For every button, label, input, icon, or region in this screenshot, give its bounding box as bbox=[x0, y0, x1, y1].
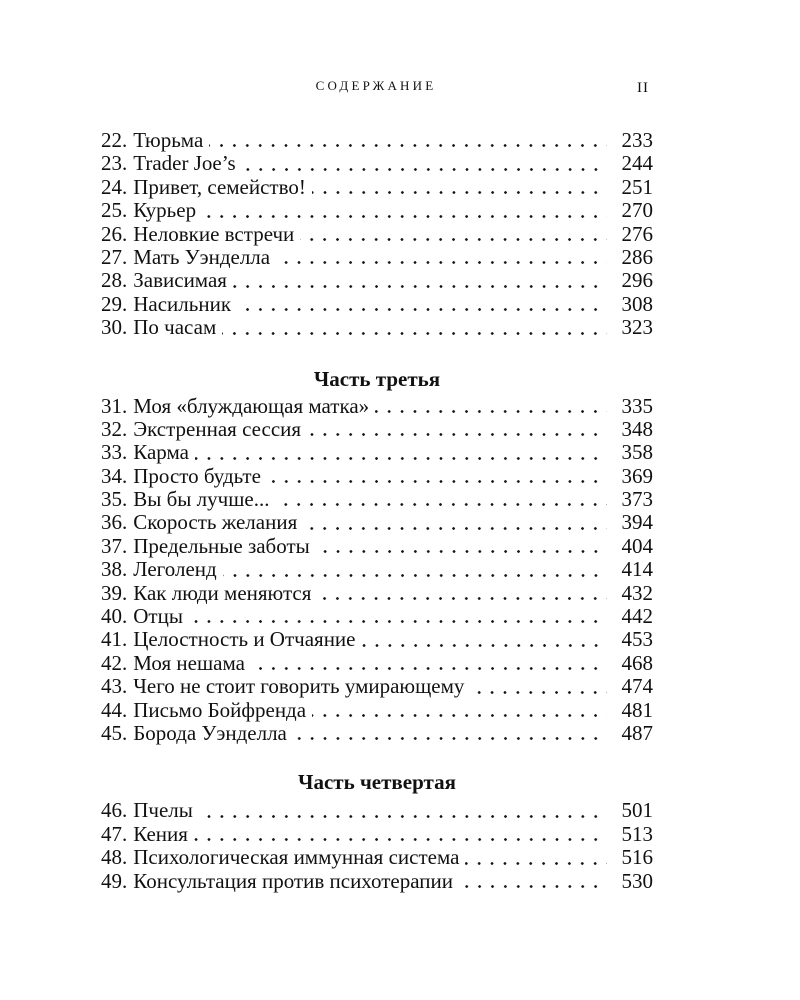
toc-entry[interactable] bbox=[101, 846, 653, 869]
dot-leader bbox=[316, 535, 607, 558]
toc-entry-title: Консультация против психотерапии bbox=[133, 868, 453, 893]
toc-entry[interactable] bbox=[101, 488, 653, 511]
toc-entry-page: 453 bbox=[621, 627, 653, 652]
dot-leader bbox=[470, 675, 607, 698]
toc-entry-title: Насильник bbox=[133, 291, 232, 316]
toc-entry-title: Просто будьте bbox=[133, 463, 261, 488]
toc-entry-number: 44. bbox=[101, 697, 128, 722]
dot-leader bbox=[189, 605, 607, 628]
toc-entry[interactable] bbox=[101, 699, 653, 722]
toc-entry-number: 38. bbox=[101, 557, 128, 582]
dot-leader bbox=[222, 316, 607, 339]
dot-leader bbox=[233, 269, 607, 292]
toc-entry-number: 33. bbox=[101, 440, 128, 465]
part-four-heading: Часть четвертая bbox=[298, 770, 456, 795]
toc-entry-title: Скорость желания bbox=[133, 510, 298, 535]
toc-entry[interactable] bbox=[101, 799, 653, 822]
toc-entry-title: Моя «блуждающая матка» bbox=[133, 393, 370, 418]
toc-entry-number: 49. bbox=[101, 868, 128, 893]
dot-leader bbox=[194, 823, 607, 846]
toc-entry-title: Неловкие встречи bbox=[133, 221, 295, 246]
toc-section-continued bbox=[101, 129, 653, 340]
toc-entry-number: 46. bbox=[101, 798, 128, 823]
running-head bbox=[0, 78, 800, 98]
toc-entry-page: 335 bbox=[621, 393, 653, 418]
toc-entry[interactable] bbox=[101, 395, 653, 418]
toc-entry-title: Карма bbox=[133, 440, 189, 465]
toc-entry[interactable] bbox=[101, 129, 653, 152]
toc-entry-title: Trader Joe’s bbox=[133, 151, 236, 176]
dot-leader bbox=[312, 176, 607, 199]
toc-entry-number: 31. bbox=[101, 393, 128, 418]
dot-leader bbox=[275, 488, 607, 511]
toc-entry-title: Курьер bbox=[133, 198, 197, 223]
toc-entry-title: Зависимая bbox=[133, 268, 227, 293]
toc-entry-page: 487 bbox=[621, 720, 653, 745]
toc-part-four bbox=[101, 799, 653, 893]
toc-entry-page: 468 bbox=[621, 650, 653, 675]
toc-entry[interactable] bbox=[101, 722, 653, 745]
toc-entry-title: Мать Уэнделла bbox=[133, 244, 271, 269]
toc-entry-number: 30. bbox=[101, 315, 128, 340]
toc-entry-title: Вы бы лучше... bbox=[133, 487, 270, 512]
dot-leader bbox=[199, 799, 607, 822]
toc-entry-title: Экстренная сессия bbox=[133, 416, 302, 441]
toc-entry[interactable] bbox=[101, 823, 653, 846]
toc-entry-title: Предельные заботы bbox=[133, 533, 310, 558]
toc-entry-number: 39. bbox=[101, 580, 128, 605]
toc-entry-number: 43. bbox=[101, 674, 128, 699]
toc-entry-title: Привет, семейство! bbox=[133, 174, 306, 199]
toc-entry-title: По часам bbox=[133, 315, 217, 340]
toc-entry-page: 516 bbox=[621, 845, 653, 870]
toc-entry-title: Отцы bbox=[133, 604, 183, 629]
toc-entry[interactable] bbox=[101, 418, 653, 441]
toc-entry-title: Кения bbox=[133, 821, 188, 846]
toc-entry-number: 29. bbox=[101, 291, 128, 316]
dot-leader bbox=[267, 465, 607, 488]
toc-entry[interactable] bbox=[101, 316, 653, 339]
toc-entry-page: 530 bbox=[621, 868, 653, 893]
toc-entry-title: Тюрьма bbox=[133, 128, 204, 152]
toc-entry-number: 36. bbox=[101, 510, 128, 535]
toc-entry-page: 394 bbox=[621, 510, 653, 535]
dot-leader bbox=[202, 199, 607, 222]
toc-entry-page: 442 bbox=[621, 604, 653, 629]
toc-entry-page: 233 bbox=[621, 128, 653, 152]
toc-entry-page: 358 bbox=[621, 440, 653, 465]
toc-entry-number: 42. bbox=[101, 650, 128, 675]
toc-entry[interactable] bbox=[101, 605, 653, 628]
dot-leader bbox=[237, 293, 607, 316]
toc-entry-page: 323 bbox=[621, 315, 653, 340]
toc-entry-page: 296 bbox=[621, 268, 653, 293]
toc-entry-page: 373 bbox=[621, 487, 653, 512]
dot-leader bbox=[209, 129, 607, 152]
running-title: СОДЕРЖАНИЕ bbox=[315, 78, 437, 93]
toc-entry-page: 251 bbox=[621, 174, 653, 199]
toc-entry-page: 414 bbox=[621, 557, 653, 582]
toc-entry[interactable] bbox=[101, 176, 653, 199]
toc-entry-number: 35. bbox=[101, 487, 128, 512]
toc-entry-page: 404 bbox=[621, 533, 653, 558]
toc-entry-number: 27. bbox=[101, 244, 128, 269]
dot-leader bbox=[293, 722, 607, 745]
toc-entry-number: 22. bbox=[101, 128, 128, 152]
dot-leader bbox=[312, 699, 607, 722]
toc-entry-number: 41. bbox=[101, 627, 128, 652]
toc-entry-page: 276 bbox=[621, 221, 653, 246]
toc-entry-page: 481 bbox=[621, 697, 653, 722]
dot-leader bbox=[195, 441, 607, 464]
toc-entry-page: 369 bbox=[621, 463, 653, 488]
toc-entry[interactable] bbox=[101, 152, 653, 175]
toc-entry[interactable] bbox=[101, 465, 653, 488]
toc-entry-page: 513 bbox=[621, 821, 653, 846]
toc-entry-title: Борода Уэнделла bbox=[133, 720, 287, 745]
toc-entry-title: Целостность и Отчаяние bbox=[133, 627, 356, 652]
toc-entry-number: 37. bbox=[101, 533, 128, 558]
toc-entry-number: 25. bbox=[101, 198, 128, 223]
toc-entry-page: 348 bbox=[621, 416, 653, 441]
toc-entry-title: Моя нешама bbox=[133, 650, 245, 675]
toc-entry-number: 48. bbox=[101, 845, 128, 870]
dot-leader bbox=[307, 418, 607, 441]
table-of-contents bbox=[101, 129, 653, 893]
toc-entry-number: 47. bbox=[101, 821, 128, 846]
toc-entry-title: Чего не стоит говорить умирающему bbox=[133, 674, 465, 699]
toc-entry-page: 474 bbox=[621, 674, 653, 699]
dot-leader bbox=[251, 652, 607, 675]
toc-entry[interactable] bbox=[101, 628, 653, 651]
dot-leader bbox=[242, 152, 607, 175]
toc-entry-title: Психологическая иммунная система bbox=[133, 845, 460, 870]
toc-entry[interactable] bbox=[101, 269, 653, 292]
dot-leader bbox=[317, 582, 607, 605]
toc-entry-page: 432 bbox=[621, 580, 653, 605]
toc-entry-number: 40. bbox=[101, 604, 128, 629]
toc-entry-number: 23. bbox=[101, 151, 128, 176]
toc-entry[interactable] bbox=[101, 558, 653, 581]
dot-leader bbox=[303, 511, 607, 534]
toc-entry[interactable] bbox=[101, 582, 653, 605]
page-number: II bbox=[637, 80, 649, 96]
toc-entry-page: 244 bbox=[621, 151, 653, 176]
toc-entry-number: 32. bbox=[101, 416, 128, 441]
dot-leader bbox=[459, 870, 607, 893]
toc-entry[interactable] bbox=[101, 293, 653, 316]
dot-leader bbox=[375, 395, 607, 418]
dot-leader bbox=[300, 223, 607, 246]
toc-entry-title: Пчелы bbox=[133, 798, 193, 823]
toc-entry[interactable] bbox=[101, 652, 653, 675]
toc-entry[interactable] bbox=[101, 535, 653, 558]
dot-leader bbox=[276, 246, 607, 269]
toc-entry[interactable] bbox=[101, 511, 653, 534]
toc-entry-title: Леголенд bbox=[133, 557, 217, 582]
toc-part-three bbox=[101, 395, 653, 746]
toc-entry[interactable] bbox=[101, 870, 653, 893]
toc-entry-page: 270 bbox=[621, 198, 653, 223]
toc-entry-number: 45. bbox=[101, 720, 128, 745]
dot-leader bbox=[223, 558, 607, 581]
toc-entry[interactable] bbox=[101, 675, 653, 698]
toc-entry[interactable] bbox=[101, 223, 653, 246]
toc-entry-number: 34. bbox=[101, 463, 128, 488]
toc-entry-number: 28. bbox=[101, 268, 128, 293]
toc-entry[interactable] bbox=[101, 441, 653, 464]
toc-entry[interactable] bbox=[101, 199, 653, 222]
toc-entry-page: 308 bbox=[621, 291, 653, 316]
toc-entry[interactable] bbox=[101, 246, 653, 269]
toc-entry-number: 24. bbox=[101, 174, 128, 199]
toc-entry-number: 26. bbox=[101, 221, 128, 246]
toc-entry-title: Письмо Бойфренда bbox=[133, 697, 307, 722]
part-three-heading: Часть третья bbox=[313, 366, 441, 391]
dot-leader bbox=[465, 846, 607, 869]
dot-leader bbox=[362, 628, 608, 651]
toc-entry-title: Как люди меняются bbox=[133, 580, 312, 605]
toc-entry-page: 286 bbox=[621, 244, 653, 269]
toc-entry-page: 501 bbox=[621, 798, 653, 823]
